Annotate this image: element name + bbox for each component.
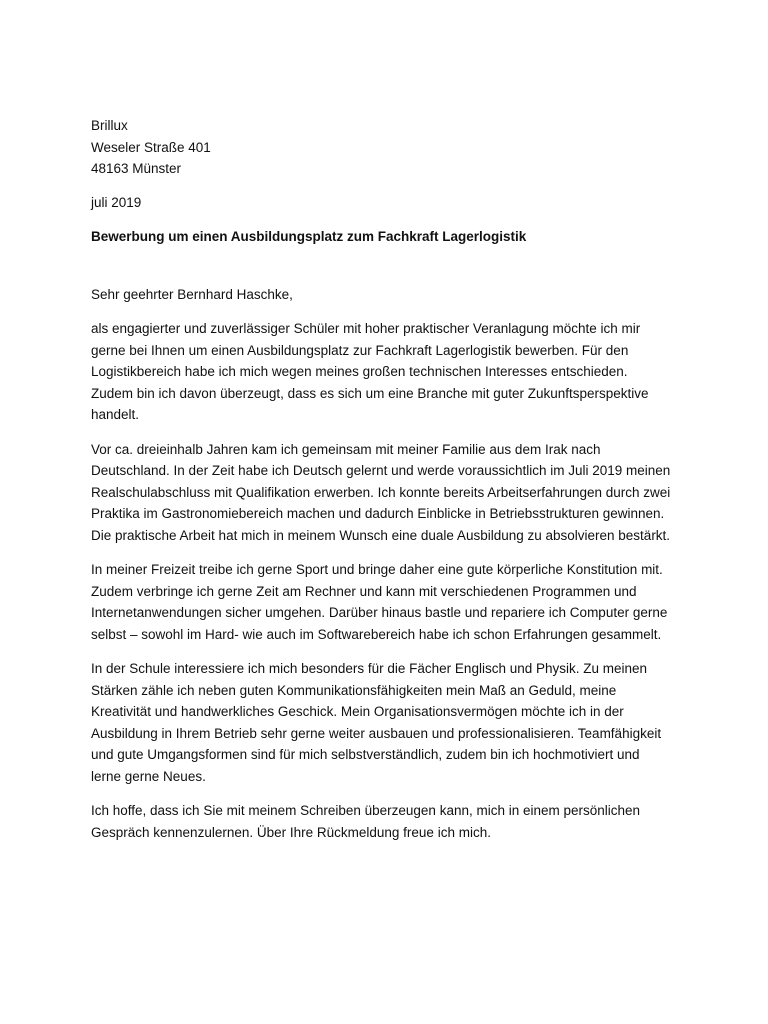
letter-body: [91, 115, 671, 843]
letter-salutation: Sehr geehrter Bernhard Haschke,: [91, 286, 293, 302]
letter-date: juli 2019: [91, 194, 142, 210]
paragraph-motivation: als engagierter und zuverlässiger Schüler mit hoher praktischer Veranlagung möchte ich mir gerne bei Ihnen um einen Ausbildungsplatz zur Fachkraft Lagerlogistik bewerben. Für den Logistikbereich habe ich mich wegen meines großen technischen Interesses entschieden. Zudem bin ich davon überzeugt, dass es sich um eine Branche mit guter Zukunftsperspektive handelt.: [91, 321, 649, 422]
recipient-city: 48163 Münster: [91, 161, 182, 176]
paragraph-hobbies: In meiner Freizeit treibe ich gerne Sport und bringe daher eine gute körperliche Konstitution mit. Zudem verbringe ich gerne Zeit am Rechner und kann mit verschiedenen Programmen und Internetanwendungen sicher umgehen. Darüber hinaus bastle und repariere ich Computer gerne selbst – sowohl im Hard- wie auch im Softwarebereich habe ich schon Erfahrungen gesammelt.: [91, 562, 668, 642]
paragraph-closing: Ich hoffe, dass ich Sie mit meinem Schreiben überzeugen kann, mich in einem persönlichen Gespräch kennenzulernen. Über Ihre Rückmeldung freue ich mich.: [91, 803, 641, 840]
recipient-company: Brillux: [91, 118, 128, 133]
recipient-address: [91, 115, 671, 180]
paragraph-background: Vor ca. dreieinhalb Jahren kam ich gemeinsam mit meiner Familie aus dem Irak nach Deutschland. In der Zeit habe ich Deutsch gelernt und werde voraussichtlich im Juli 2019 meinen Realschulabschluss mit Qualifikation erwerben. Ich konnte bereits Arbeitserfahrungen durch zwei Praktika im Gastronomiebereich machen und dadurch Einblicke in Betriebsstrukturen gewinnen. Die praktische Arbeit hat mich in meinem Wunsch eine duale Ausbildung zu absolvieren bestärkt.: [91, 441, 671, 543]
paragraph-strengths: In der Schule interessiere ich mich besonders für die Fächer Englisch und Physik. Zu meinen Stärken zähle ich neben guten Kommunikationsfähigkeiten mein Maß an Geduld, meine Kreativität und handwerkliches Geschick. Mein Organisationsvermögen möchte ich in der Ausbildung in Ihrem Betrieb sehr gerne weiter ausbauen und professionalisieren. Teamfähigkeit und gute Umgangsformen sind für mich selbstverständlich, zudem bin ich hochmotiviert und lerne gerne Neues.: [91, 661, 662, 784]
letter-subject: Bewerbung um einen Ausbildungsplatz zum Fachkraft Lagerlogistik: [91, 229, 527, 244]
recipient-street: Weseler Straße 401: [91, 139, 211, 155]
